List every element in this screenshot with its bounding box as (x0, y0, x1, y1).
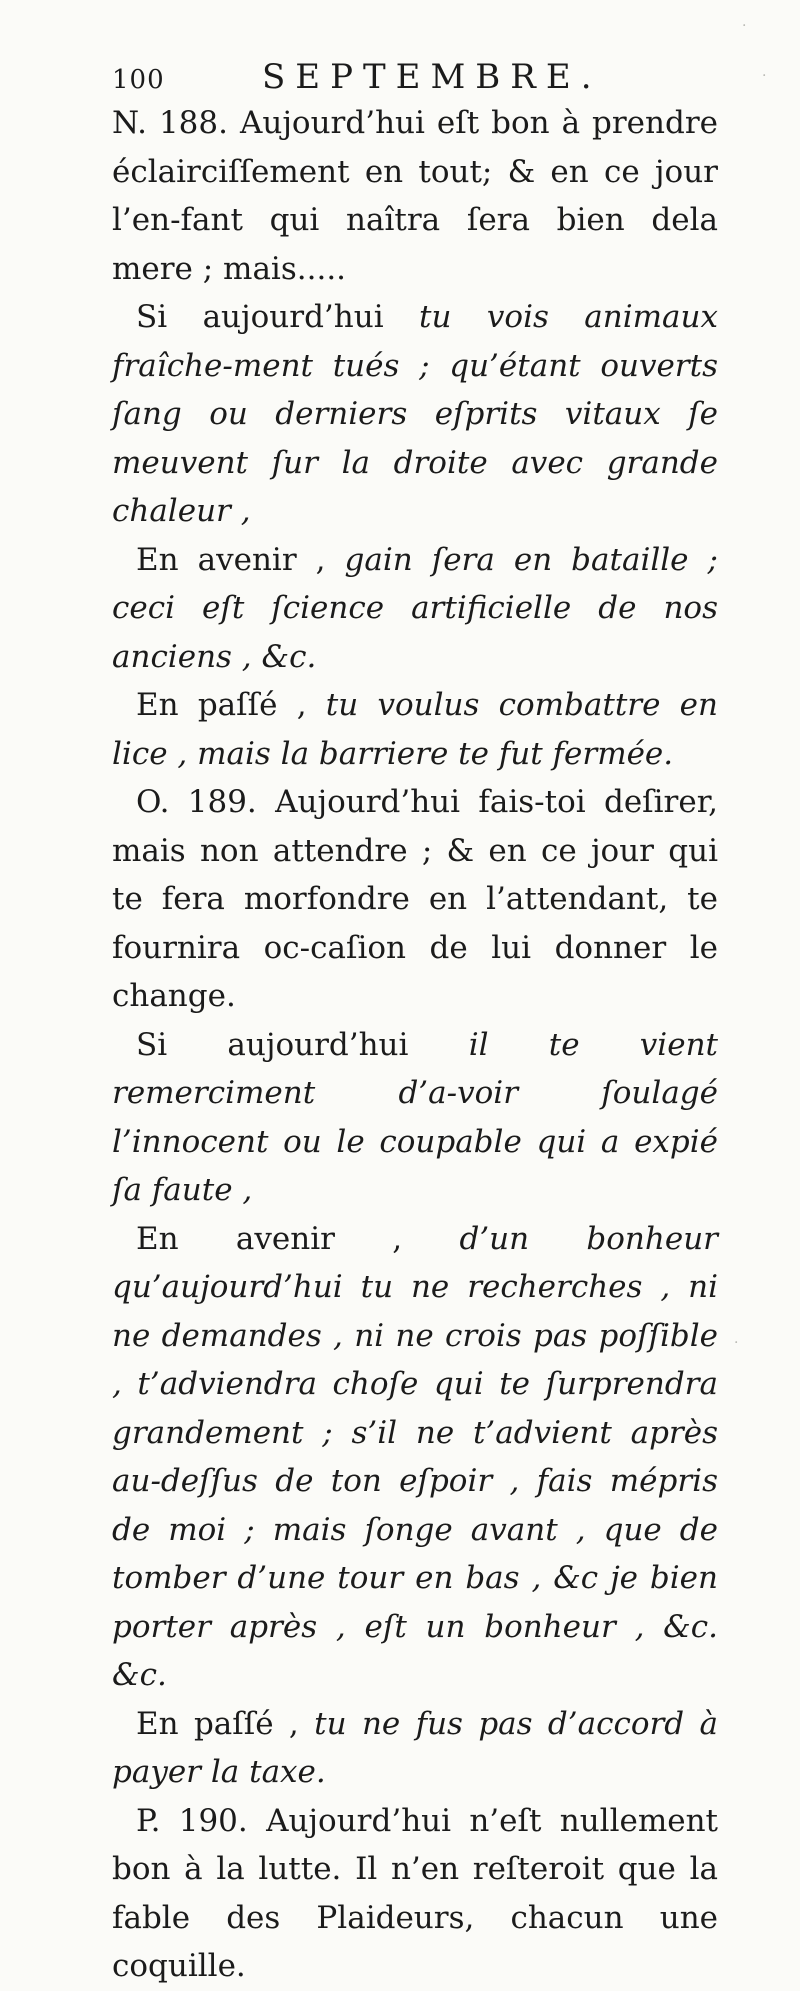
entry-text-italic: gain ſera en bataille ; ceci eſt ſcience artificielle de nos anciens , &c. (112, 541, 718, 675)
entry-past-2 (112, 1700, 718, 1797)
entry-future-2 (112, 1215, 718, 1700)
scan-mark: · (742, 18, 747, 34)
entry-n-188 (112, 99, 718, 293)
entry-text-italic: il te vient remerciment d’a-voir ſoulagé l’innocent ou le coupable qui a expié ſa faute , (112, 1026, 718, 1208)
entry-today-condition (112, 293, 718, 536)
scan-mark: · (762, 68, 767, 84)
entry-text-normal: En avenir , (136, 541, 345, 578)
entry-text-italic: d’un bonheur qu’aujourd’hui tu ne recherches , ni ne demandes , ni ne crois pas poſſible , t’adviendra choſe qui te ſurprendra grandement ; s’il ne t’advient après au-deſſus de ton eſpoir , fais mépris de moi ; mais ſonge avant , que de tomber d’une tour en bas , &c je bien porter après , eſt un bonheur , &c. &c. (112, 1220, 718, 1693)
page-header (112, 57, 718, 97)
entry-text: Aujourd’hui n’eſt nullement bon à la lutte. Il n’en reſteroit que la fable des Plaideurs, chacun une coquille. (112, 1802, 719, 1984)
entry-future (112, 536, 718, 682)
entry-text: Aujourd’hui fais-toi deſirer, mais non attendre ; & en ce jour qui te fera morfondre en l’attendant, te fournira oc-caſion de lui donner le change. (112, 784, 718, 1014)
entry-text-italic: tu vois animaux fraîche-ment tués ; qu’étant ouverts ſang ou derniers eſprits vitaux ſe meuvent ſur la droite avec grande chaleur , (112, 299, 718, 529)
entry-text-italic: tu voulus combattre en lice , mais la barriere te fut fermée. (112, 687, 718, 772)
entry-label: O. 189. (136, 784, 257, 820)
scan-mark: · (734, 1335, 739, 1351)
entry-text-normal: En avenir , (136, 1220, 460, 1257)
entry-p-190 (112, 1797, 718, 1991)
entry-text: Aujourd’hui eſt bon à prendre éclairciſſement en tout; & en ce jour l’en-fant qui naîtra ſera bien dela mere ; mais..... (112, 105, 719, 287)
entry-text-normal: En paſſé , (136, 687, 326, 723)
entry-text-normal: Si aujourd’hui (136, 1026, 469, 1063)
entry-text-italic: tu ne fus pas d’accord à payer la taxe. (112, 1705, 718, 1790)
running-head: SEPTEMBRE. (262, 57, 602, 97)
entry-text-normal: Si aujourd’hui (136, 299, 420, 335)
entry-label: P. 190. (136, 1802, 248, 1839)
entry-label: N. 188. (112, 105, 228, 141)
entry-today-condition-2 (112, 1021, 718, 1215)
page-text (112, 99, 718, 1991)
entry-o-189 (112, 778, 718, 1021)
page-number: 100 (112, 65, 165, 95)
entry-text-normal: En paſſé , (136, 1705, 315, 1742)
entry-past (112, 681, 718, 778)
